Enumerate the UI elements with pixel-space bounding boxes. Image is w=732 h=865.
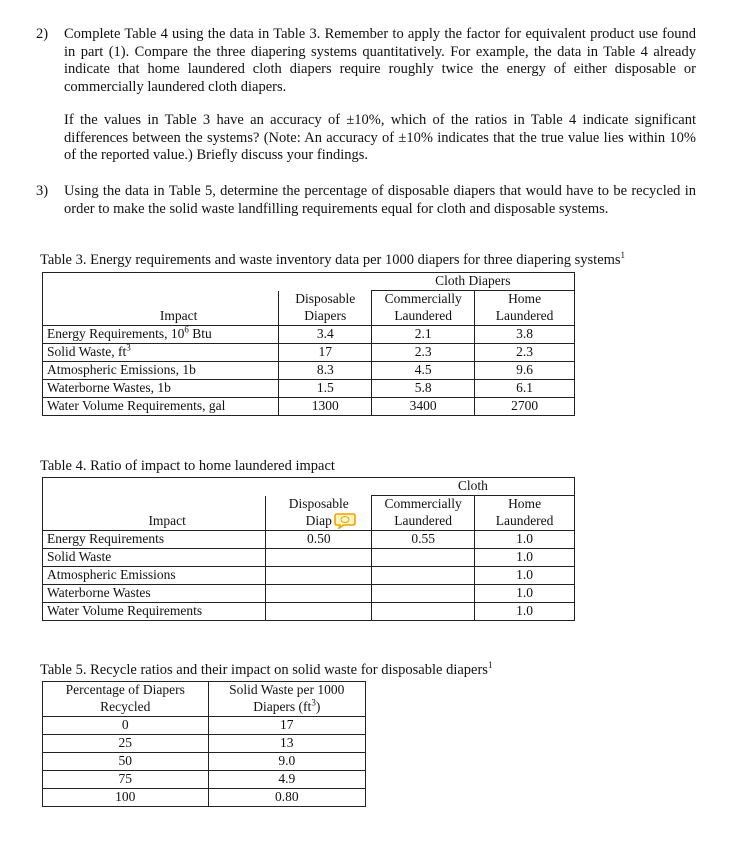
table-4-caption: Table 4. Ratio of impact to home laundered impact <box>40 458 335 474</box>
table-cell-impact <box>43 344 279 362</box>
table-cell: 17 <box>279 344 372 362</box>
table-cell-impact: Solid Waste <box>43 549 266 567</box>
table-cell: 2.3 <box>372 344 475 362</box>
table-cell-impact: Energy Requirements <box>43 531 266 549</box>
table-cell: 2700 <box>475 398 575 416</box>
table-cell: 100 <box>43 789 209 807</box>
table-header-group: Cloth <box>372 478 575 496</box>
table-row <box>43 344 575 362</box>
impact-unit: Btu <box>188 326 212 342</box>
table-header: Laundered <box>372 308 475 326</box>
table-cell <box>266 549 372 567</box>
table-cell: 17 <box>208 717 365 735</box>
table-cell <box>372 549 475 567</box>
table-cell: 0.80 <box>208 789 365 807</box>
question-number: 3) <box>36 183 49 199</box>
impact-label: Water Volume Requirements, gal <box>47 398 226 414</box>
question-2-followup: If the values in Table 3 have an accuracy of ±10%, which of the ratios in Table 4 indicate significant differences between the systems? (Note: An accuracy of ±10% indicates that the true value lies within 10% of the reported value.) Briefly discuss your findings. <box>64 112 696 163</box>
table-cell: 1.0 <box>475 603 575 621</box>
table-cell: 0.50 <box>266 531 372 549</box>
table-3 <box>42 272 575 416</box>
comment-icon[interactable] <box>334 513 356 529</box>
table-cell: 4.5 <box>372 362 475 380</box>
question-text: Complete Table 4 using the data in Table 3. Remember to apply the factor for equivalent product use found in part (1). Compare the three diapering systems quantitatively. For example, the data in Table 4 already indicate that home laundered cloth diapers require roughly twice the energy of either disposable or commercially laundered cloth diapers. <box>64 26 696 95</box>
table-header: Disposable <box>279 291 372 309</box>
table-cell <box>266 585 372 603</box>
table-cell: 2.3 <box>475 344 575 362</box>
table-row <box>43 585 575 603</box>
impact-label: Atmospheric Emissions, 1b <box>47 362 196 378</box>
question-number: 2) <box>36 26 49 42</box>
table-row <box>43 735 366 753</box>
table-header-group: Cloth Diapers <box>372 273 575 291</box>
table-header: Laundered <box>372 513 475 531</box>
table-row <box>43 549 575 567</box>
table-header: Diapers $(ft^3)$ <box>208 699 365 717</box>
table-header: Impact <box>43 308 279 326</box>
question-text: Using the data in Table 5, determine the percentage of disposable diapers that would have to be recycled in order to make the solid waste landfilling requirements equal for cloth and disposable systems. <box>64 183 696 217</box>
impact-superscript: 3 <box>126 342 131 353</box>
table-row <box>43 753 366 771</box>
table-cell: 13 <box>208 735 365 753</box>
table-cell-impact <box>43 380 279 398</box>
question-3 <box>36 183 696 218</box>
table-5-caption: Table 5. Recycle ratios and their impact on solid waste for disposable diapers$^1$ <box>40 660 493 678</box>
table-cell <box>372 585 475 603</box>
impact-label: Solid Waste, ft <box>47 344 127 360</box>
table-row <box>43 771 366 789</box>
table-row <box>43 789 366 807</box>
table-cell: 6.1 <box>475 380 575 398</box>
table-row <box>43 717 366 735</box>
table-header: Solid Waste per 1000 <box>208 682 365 700</box>
table-cell-impact <box>43 398 279 416</box>
table-row <box>43 398 575 416</box>
table-cell: 1.0 <box>475 585 575 603</box>
table-3-caption: Table 3. Energy requirements and waste inventory data per 1000 diapers for three diapering systems$^1$ <box>40 250 626 268</box>
table-cell: 3.8 <box>475 326 575 344</box>
table-cell: 0.55 <box>372 531 475 549</box>
table-cell <box>266 603 372 621</box>
table-cell <box>372 567 475 585</box>
table-header: Impact <box>43 513 266 531</box>
table-cell: 1.0 <box>475 549 575 567</box>
table-cell <box>372 603 475 621</box>
table-cell: 25 <box>43 735 209 753</box>
table-row <box>43 380 575 398</box>
table-cell-impact: Water Volume Requirements <box>43 603 266 621</box>
table-cell-impact: Waterborne Wastes <box>43 585 266 603</box>
table-cell: 50 <box>43 753 209 771</box>
impact-superscript: 6 <box>184 324 189 335</box>
impact-label: Waterborne Wastes, 1b <box>47 380 171 396</box>
table-cell: 4.9 <box>208 771 365 789</box>
table-header: Commercially <box>372 291 475 309</box>
table-header: Home <box>475 496 575 514</box>
table-header: Laundered <box>475 513 575 531</box>
table-cell <box>266 567 372 585</box>
table-row <box>43 567 575 585</box>
table-cell: 9.6 <box>475 362 575 380</box>
table-header: Commercially <box>372 496 475 514</box>
table-cell-impact <box>43 326 279 344</box>
table-header: Diap <box>266 513 372 531</box>
table-4 <box>42 477 575 621</box>
table-header: Home <box>475 291 575 309</box>
table-cell: 75 <box>43 771 209 789</box>
table-row <box>43 603 575 621</box>
table-row <box>43 362 575 380</box>
table-header: Laundered <box>475 308 575 326</box>
table-header: Percentage of Diapers <box>43 682 209 700</box>
table-cell: 1.5 <box>279 380 372 398</box>
table-header: Diapers <box>279 308 372 326</box>
table-cell: 0 <box>43 717 209 735</box>
table-5 <box>42 681 366 807</box>
table-cell: 3.4 <box>279 326 372 344</box>
question-2 <box>36 26 696 96</box>
table-cell-impact: Atmospheric Emissions <box>43 567 266 585</box>
table-cell: 5.8 <box>372 380 475 398</box>
table-row <box>43 326 575 344</box>
table-cell: 9.0 <box>208 753 365 771</box>
table-cell: 8.3 <box>279 362 372 380</box>
impact-label: Energy Requirements, 10 <box>47 326 185 342</box>
table-cell-impact <box>43 362 279 380</box>
table-header: Recycled <box>43 699 209 717</box>
table-row <box>43 531 575 549</box>
table-cell: 1300 <box>279 398 372 416</box>
table-header: Disposable <box>266 496 372 514</box>
table-cell: 3400 <box>372 398 475 416</box>
table-cell: 2.1 <box>372 326 475 344</box>
table-cell: 1.0 <box>475 567 575 585</box>
table-cell: 1.0 <box>475 531 575 549</box>
